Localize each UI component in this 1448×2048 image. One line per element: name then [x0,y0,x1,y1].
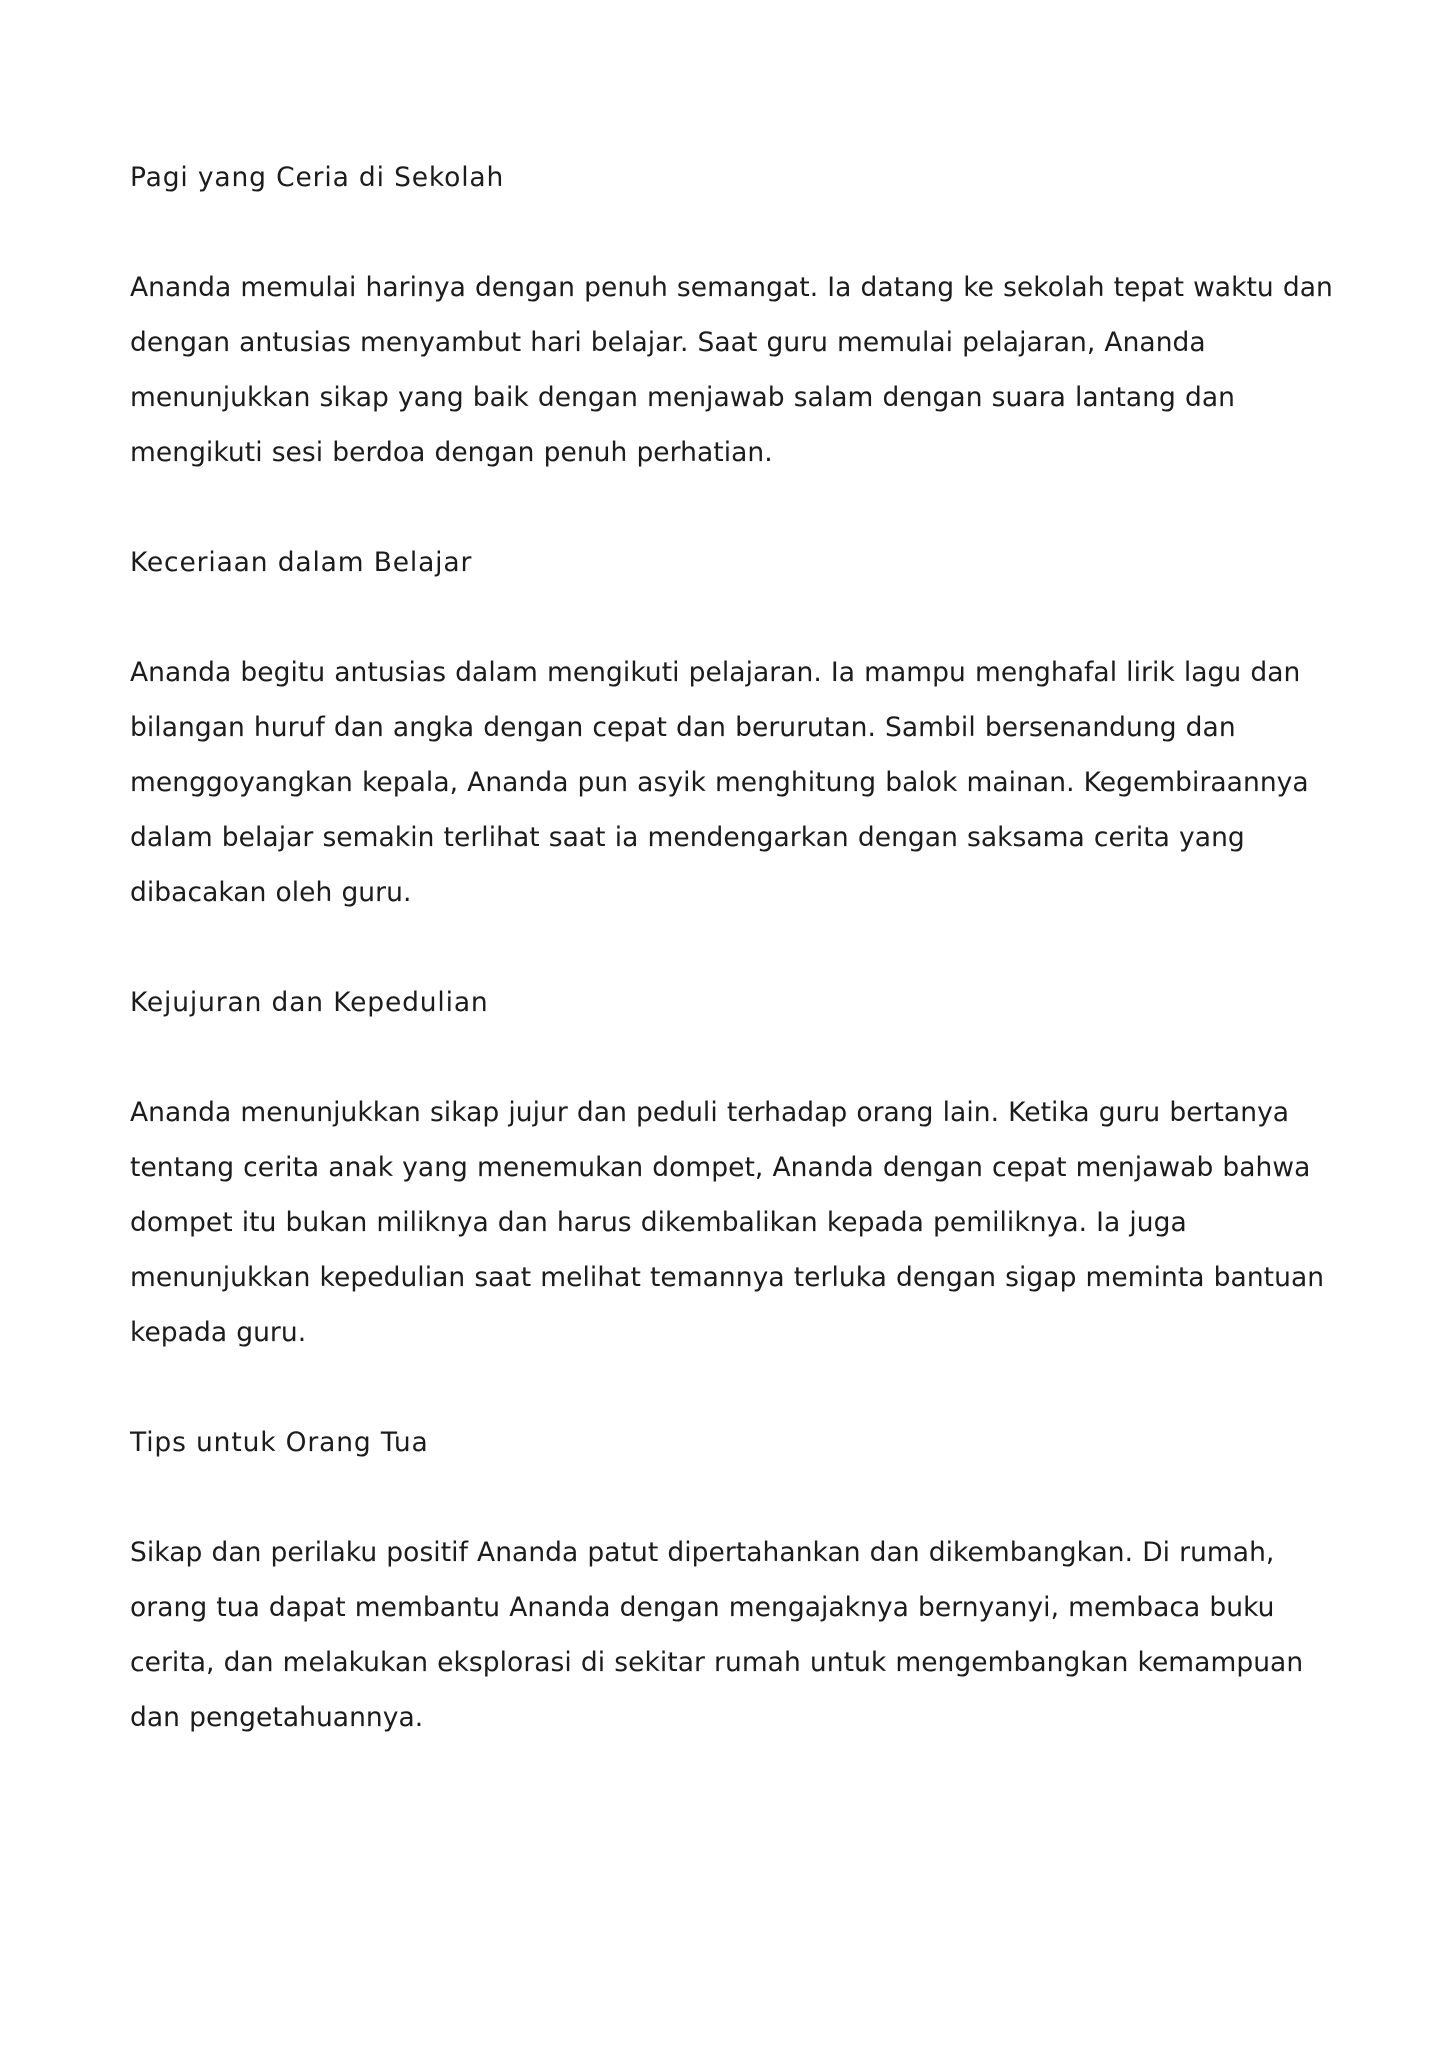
section-paragraph: Ananda memulai harinya dengan penuh semangat. Ia datang ke sekolah tepat waktu dan dengan antusias menyambut hari belajar. Saat guru memulai pelajaran, Ananda menunjukkan sikap yang baik dengan menjawab salam dengan suara lantang dan mengikuti sesi berdoa dengan penuh perhatian. [130,272,1333,468]
section-heading: Pagi yang Ceria di Sekolah [130,162,505,193]
block-spacer [130,1030,1345,1085]
block-spacer [130,480,1345,535]
section-heading: Kejujuran dan Kepedulian [130,987,489,1018]
section-paragraph: Ananda menunjukkan sikap jujur dan peduli terhadap orang lain. Ketika guru bertanya tentang cerita anak yang menemukan dompet, Ananda dengan cepat menjawab bahwa dompet itu bukan miliknya dan harus dikembalikan kepada pemiliknya. Ia juga menunjukkan kepedulian saat melihat temannya terluka dengan sigap meminta bantuan kepada guru. [130,1097,1325,1348]
section-paragraph: Sikap dan perilaku positif Ananda patut dipertahankan dan dikembangkan. Di rumah, orang tua dapat membantu Ananda dengan mengajaknya bernyanyi, membaca buku cerita, dan melakukan eksplorasi di sekitar rumah untuk mengembangkan kemampuan dan pengetahuannya. [130,1537,1304,1733]
document-body [130,150,1345,1745]
block-spacer [130,1470,1345,1525]
section-kejujuran-dan-kepedulian [130,975,1345,1360]
section-tips-untuk-orang-tua [130,1415,1345,1745]
section-heading: Keceriaan dalam Belajar [130,547,473,578]
section-heading: Tips untuk Orang Tua [130,1427,429,1458]
block-spacer [130,205,1345,260]
section-pagi-yang-ceria-di-sekolah [130,150,1345,480]
section-keceriaan-dalam-belajar [130,535,1345,920]
section-paragraph: Ananda begitu antusias dalam mengikuti pelajaran. Ia mampu menghafal lirik lagu dan bilangan huruf dan angka dengan cepat dan berurutan. Sambil bersenandung dan menggoyangkan kepala, Ananda pun asyik menghitung balok mainan. Kegembiraannya dalam belajar semakin terlihat saat ia mendengarkan dengan saksama cerita yang dibacakan oleh guru. [130,657,1309,908]
block-spacer [130,1360,1345,1415]
block-spacer [130,590,1345,645]
block-spacer [130,920,1345,975]
